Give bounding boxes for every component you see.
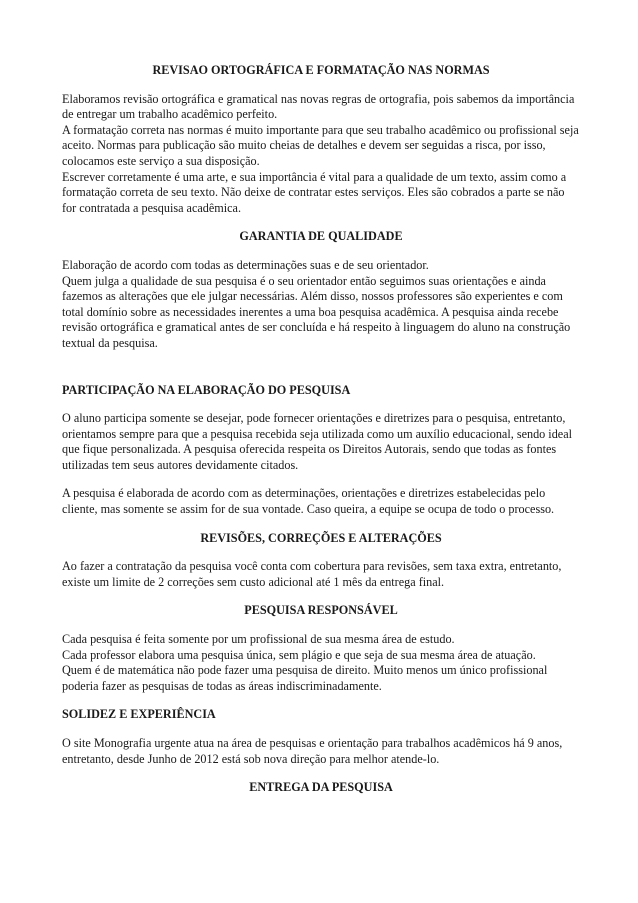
section-heading-revisoes: REVISÕES, CORREÇÕES E ALTERAÇÕES	[200, 530, 442, 545]
section-heading-participacao: PARTICIPAÇÃO NA ELABORAÇÃO DO PESQUISA	[62, 382, 351, 397]
paragraph: A pesquisa é elaborada de acordo com as determinações, orientações e diretrizes estabelecidas pelo cliente, mas somente se assim for de sua vontade. Caso queira, a equipe se ocupa de todo o processo.	[62, 486, 555, 517]
section-heading-revisao: REVISAO ORTOGRÁFICA E FORMATAÇÃO NAS NORMAS	[152, 63, 490, 77]
paragraph: Elaboração de acordo com todas as determinações suas e de seu orientador.	[62, 257, 429, 272]
paragraph: Quem julga a qualidade de sua pesquisa é o seu orientador então seguimos suas orientações e ainda fazemos as alterações que ele julgar necessárias. Além disso, nossos professores são experientes e com total domínio sobre as necessidades inerentes a uma boa pesquisa acadêmica. A pesquisa ainda recebe revisão ortográfica e gramatical antes de ser concluída e há respeito à linguagem do aluno na construção textual da pesquisa.	[62, 273, 571, 350]
paragraph: Escrever corretamente é uma arte, e sua importância é vital para a qualidade de um texto, assim como a formatação correta de seu texto. Não deixe de contratar estes serviços. Eles são cobrados a parte se não for contratada a pesquisa acadêmica.	[62, 169, 567, 215]
section-heading-solidez: SOLIDEZ E EXPERIÊNCIA	[62, 707, 216, 722]
paragraph: O aluno participa somente se desejar, pode fornecer orientações e diretrizes para o pesquisa, entretanto, orientamos sempre para que a pesquisa recebida seja utilizada como um auxílio educacional, sendo ideal que fique personalizada. A pesquisa oferecida respeita os Direitos Autorais, sendo que todas as fontes utilizadas tem seus autores devidamente citados.	[62, 411, 572, 472]
paragraph: O site Monografia urgente atua na área de pesquisas e orientação para trabalhos acadêmicos há 9 anos, entretanto, desde Junho de 2012 está sob nova direção para melhor atende-lo.	[62, 736, 563, 766]
paragraph: Quem é de matemática não pode fazer uma pesquisa de direito. Muito menos um único profissional poderia fazer as pesquisas de todas as áreas indiscriminadamente.	[62, 663, 548, 693]
paragraph: Cada pesquisa é feita somente por um profissional de sua mesma área de estudo.	[62, 632, 455, 647]
paragraph: Elaboramos revisão ortográfica e gramatical nas novas regras de ortografia, pois sabemos da importância de entregar um trabalho acadêmico perfeito.	[62, 91, 575, 122]
section-heading-garantia: GARANTIA DE QUALIDADE	[239, 229, 403, 244]
paragraph: Ao fazer a contratação da pesquisa você conta com cobertura para revisões, sem taxa extra, entretanto, existe um limite de 2 correções sem custo adicional até 1 mês da entrega final.	[62, 559, 562, 589]
section-heading-entrega: ENTREGA DA PESQUISA	[249, 780, 393, 795]
paragraph: A formatação correta nas normas é muito importante para que seu trabalho acadêmico ou profissional seja aceito. Normas para publicação são muito cheias de detalhes e devem ser seguidas a risca, por isso, colocamos este serviço a sua disposição.	[62, 122, 579, 168]
section-heading-pesquisa-responsavel: PESQUISA RESPONSÁVEL	[244, 603, 398, 618]
document-page	[62, 63, 580, 796]
paragraph: Cada professor elabora uma pesquisa única, sem plágio e que seja de sua mesma área de atuação.	[62, 647, 536, 662]
